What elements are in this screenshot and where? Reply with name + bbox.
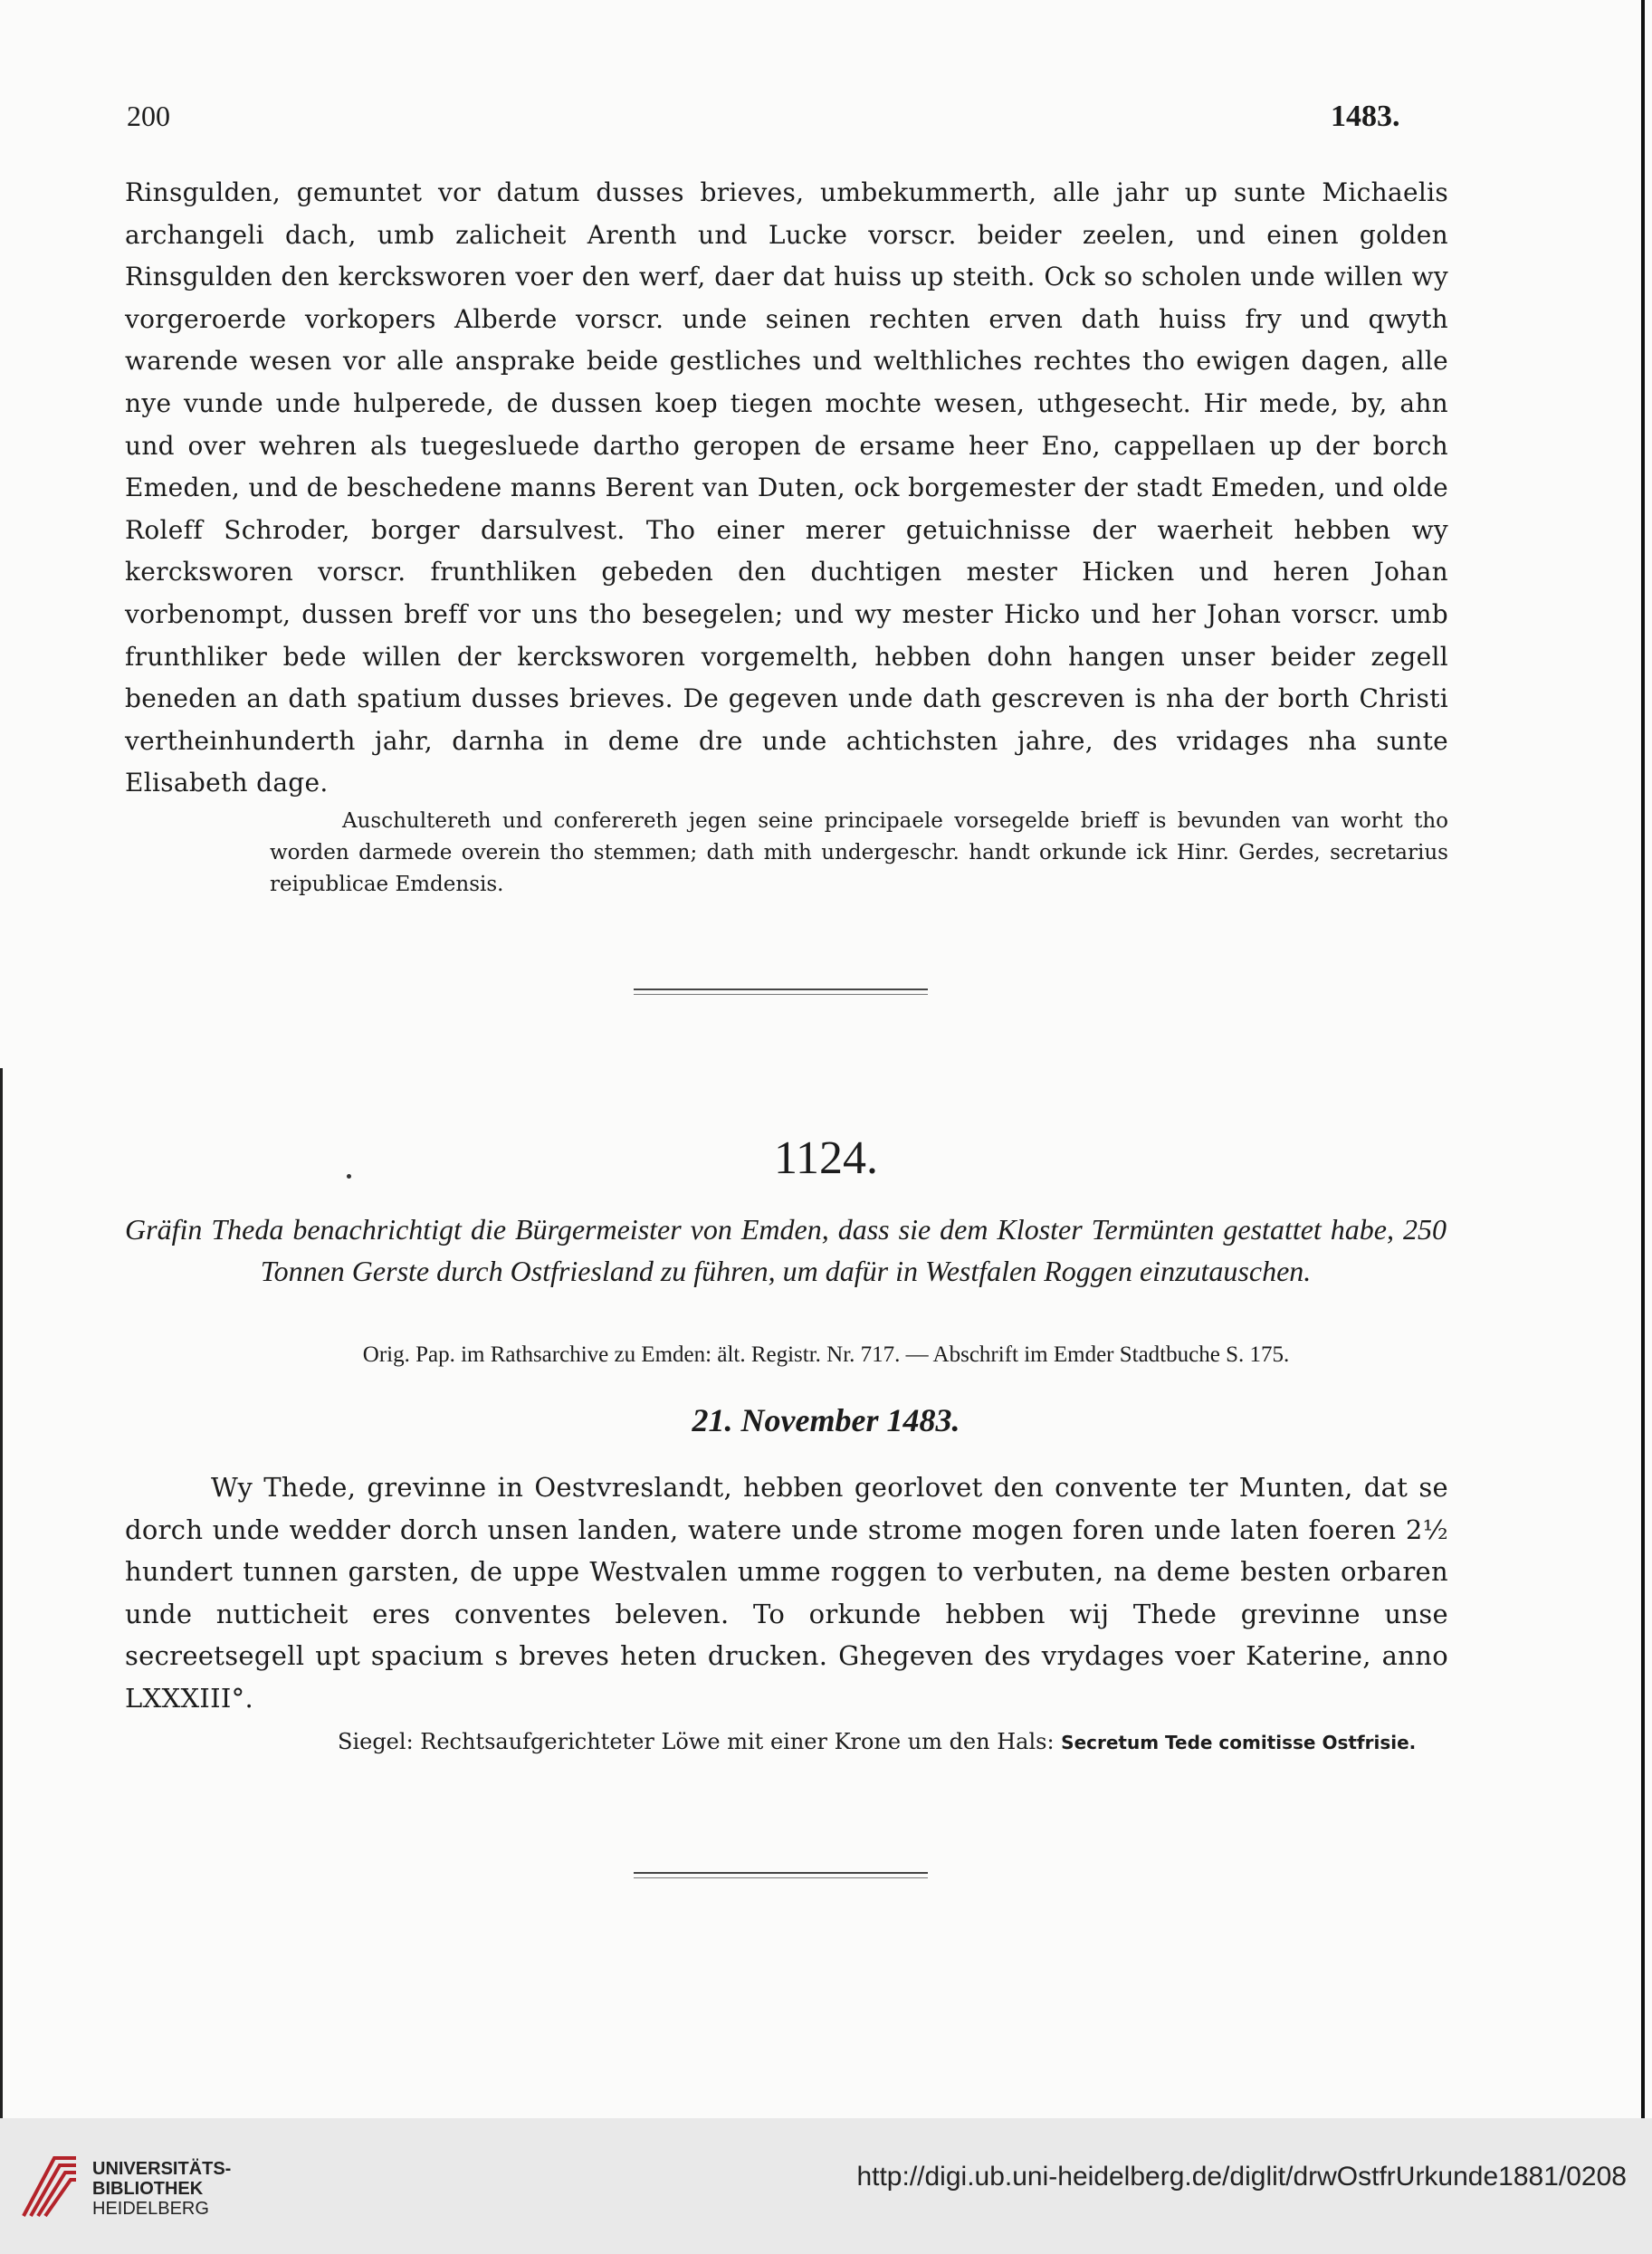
- seal-description: [261, 1724, 1448, 1760]
- library-name-line3: HEIDELBERG: [92, 2199, 209, 2219]
- document-number: 1124.: [773, 1132, 879, 1184]
- continuation-paragraph: Rinsgulden, gemuntet vor datum dusses brieves, umbekummerth, alle jahr up sunte Michaelis archangeli dach, umb zalicheit Arenth und Lucke vorscr. beider zeelen, und einen golden Rinsgulden den kercksworen voer den werf, daer dat huiss up steith. Ock so scholen unde willen wy vorgeroerde vorkopers Alberde vorscr. unde seinen rechten erven dath huiss fry und qwyth warende wesen vor alle ansprake beide gestliches und welthliches rechtes tho ewigen dagen, alle nye vunde unde hulperede, de dussen koep tiegen mochte wesen, uthgesecht. Hir mede, by, ahn und over wehren als tuegesluede dartho geropen de ersame heer Eno, cappellaen up der borch Emeden, und de beschedene manns Berent van Duten, ock borgemester der stadt Emeden, und olde Roleff Schroder, borger darsulvest. Tho einer merer getuichnisse der waerheit hebben wy kercksworen vorscr. frunthliken gebeden den duchtigen mester Hicken und heren Johan vorbenompt, dussen breff vor uns tho besegelen; und wy mester Hicko und her Johan vorscr. umb frunthliker bede willen der kercksworen vorgemelth, hebben dohn hangen unser beider zegell beneden an dath spatium dusses brieves. De gegeven unde dath gescreven is nha der borth Christi vertheinhunderth jahr, darnha in deme dre unde achtichsten jahre, des vridages nha sunte Elisabeth dage.: [125, 177, 1448, 798]
- document-date: 21. November 1483.: [692, 1402, 960, 1438]
- page-edge-right: [1641, 0, 1645, 2118]
- seal-prefix: Siegel: Rechtsaufgerichteter Löwe mit einer Krone um den Hals:: [338, 1729, 1055, 1754]
- viewer-footer: [0, 2118, 1652, 2254]
- document-text: Wy Thede, grevinne in Oestvreslandt, hebben georlovet den convente ter Munten, dat se dorch unde wedder dorch unsen landen, watere unde strome mogen foren unde laten foeren 2½ hundert tunnen garsten, de uppe Westvalen umme roggen to verbuten, na deme besten orbaren unde nutticheit eres conventes beleven. To orkunde hebben wij Thede grevinne unse secreetsegell upt spacium s breves heten drucken. Ghegeven des vrydages voer Katerine, anno LXXXIII°.: [125, 1472, 1448, 1714]
- permalink-url[interactable]: http://digi.ub.uni-heidelberg.de/diglit/drwOstfrUrkunde1881/0208: [856, 2162, 1627, 2192]
- document-regest: Gräfin Theda benachrichtigt die Bürgermeister von Emden, dass sie dem Kloster Termünten gestattet habe, 250 Tonnen Gerste durch Ostfriesland zu führen, um dafür in Westfalen Roggen einzutauschen.: [125, 1213, 1447, 1287]
- section-divider-top: [634, 989, 928, 995]
- collation-note: Auschultereth und conferereth jegen seine principaele vorsegelde brieff is bevunden van worht tho worden darmede overein tho stemmen; dath mith undergeschr. handt orkunde ick Hinr. Gerdes, secretarius reipublicae Emdensis.: [270, 809, 1448, 896]
- university-library-logo-icon: [18, 2153, 81, 2221]
- page-number: 200: [127, 100, 170, 132]
- source-citation: Orig. Pap. im Rathsarchive zu Emden: ält. Registr. Nr. 717. — Abschrift im Emder Stadtbuche S. 175.: [362, 1342, 1290, 1367]
- library-name-line2: BIBLIOTHEK: [92, 2179, 204, 2199]
- library-name-line1: UNIVERSITÄTS-: [92, 2159, 232, 2179]
- library-name: [92, 2159, 231, 2219]
- section-divider-bottom: [634, 1872, 928, 1878]
- page-edge-left: [0, 1068, 3, 2118]
- running-head-year: 1483.: [1331, 100, 1400, 133]
- seal-legend: Secretum Tede comitisse Ostfrisie.: [1061, 1732, 1417, 1753]
